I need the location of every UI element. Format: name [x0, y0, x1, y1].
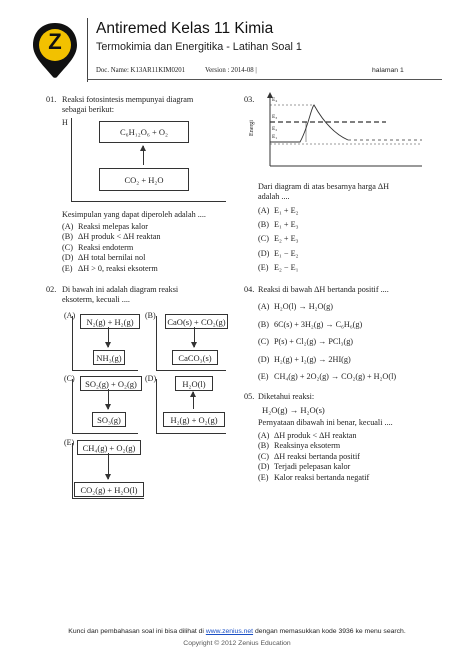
q02-diagram-a-x-axis — [72, 370, 138, 371]
q02-diagram-e-y-axis — [72, 443, 73, 498]
q01-arrow — [143, 146, 144, 165]
q02-diagram-a-bottom: NH₃(g) — [93, 350, 125, 365]
q02-diagram-b-label: (B) — [145, 311, 156, 320]
q03-text: Dari diagram di atas besarnya harga ΔH — [258, 182, 390, 191]
q02-diagram-a-top: N₂(g) + H₂(g) — [80, 314, 140, 329]
q02-number: 02. — [46, 285, 57, 294]
q04-option-d[interactable] — [258, 355, 351, 365]
q02-diagram-c-arrow — [108, 389, 109, 409]
q03-option-d[interactable] — [258, 249, 298, 259]
q01-x-axis — [71, 201, 226, 202]
q04-number: 04. — [244, 285, 255, 294]
q03-option-letter: (B) — [258, 220, 269, 230]
q04-option-letter: (A) — [258, 302, 270, 311]
q02-diagram-a-label: (A) — [64, 311, 76, 320]
q03-level-e1: E₁ — [272, 134, 278, 140]
q05-option-a[interactable] — [258, 431, 356, 441]
q03-option-text: E₂ − E₁ — [274, 262, 299, 272]
q02-diagram-c-top: SO₂(g) + O₂(g) — [80, 376, 142, 391]
q04-option-letter: (B) — [258, 319, 269, 329]
header-rule — [87, 79, 442, 80]
q02-diagram-e-arrow — [108, 453, 109, 479]
q01-option-a[interactable] — [62, 222, 148, 232]
q02-diagram-b-top: CaO(s) + CO₂(g) — [165, 314, 228, 329]
footer-copyright: Copyright © 2012 Zenius Education — [183, 640, 291, 647]
q05-option-d[interactable] — [258, 462, 350, 472]
q01-option-letter: (C) — [62, 242, 73, 252]
q02-diagram-e-x-axis — [72, 498, 144, 499]
q05-option-text: Reaksinya eksoterm — [274, 441, 341, 451]
q04-text: Reaksi di bawah ΔH bertanda positif .... — [258, 285, 389, 294]
q01-option-d[interactable] — [62, 253, 145, 263]
q02-diagram-e-top: CH₄(g) + O₂(g) — [77, 440, 141, 455]
q03-text-2: adalah .... — [258, 192, 290, 201]
q05-number: 05. — [244, 392, 255, 401]
q04-option-text: CH₄(g) + 2O₂(g) → CO₂(g) + H₂O(l) — [274, 372, 397, 381]
q02-diagram-c-y-axis — [72, 379, 73, 433]
q05-option-letter: (E) — [258, 472, 269, 482]
q01-text: Reaksi fotosintesis mempunyai diagram — [62, 95, 194, 104]
page-subtitle: Termokimia dan Energitika - Latihan Soal 1 — [96, 41, 302, 53]
q02-diagram-b-x-axis — [156, 370, 226, 371]
q04-option-e[interactable] — [258, 372, 396, 382]
q02-diagram-a-arrow — [108, 327, 109, 347]
q02-diagram-d-label: (D) — [145, 374, 157, 383]
q02-diagram-c-label: (C) — [64, 374, 75, 383]
q05-option-letter: (B) — [258, 441, 269, 451]
q03-option-text: E₁ + E₂ — [274, 206, 299, 215]
q05-option-letter: (D) — [258, 462, 270, 472]
q01-axis-label: H — [62, 118, 68, 127]
q04-option-letter: (D) — [258, 354, 270, 364]
q05-option-text: Terjadi pelepasan kalor — [274, 462, 351, 472]
q03-level-e2: E₂ — [272, 126, 278, 132]
q01-bottom-box: CO₂ + H₂O — [99, 168, 189, 191]
q01-number: 01. — [46, 95, 57, 104]
q03-option-text: E₁ − E₂ — [274, 248, 299, 258]
q05-option-text: Kalor reaksi bertanda negatif — [274, 472, 370, 482]
q02-text-2: eksoterm, kecuali .... — [62, 295, 130, 304]
q04-option-c[interactable] — [258, 337, 353, 347]
doc-name: Doc. Name: K13AR11KIM0201 — [96, 67, 186, 74]
footer-text-b: dengan memasukkan kode 3936 ke menu search. — [253, 628, 406, 635]
q05-option-c[interactable] — [258, 452, 360, 462]
q03-option-letter: (C) — [258, 234, 269, 244]
q05-option-letter: (A) — [258, 431, 270, 440]
q02-text: Di bawah ini adalah diagram reaksi — [62, 285, 179, 294]
q01-option-letter: (E) — [62, 263, 73, 273]
q05-option-text: ΔH reaksi bertanda positif — [274, 451, 360, 461]
q02-diagram-c-x-axis — [72, 433, 138, 434]
q03-option-text: E₁ + E₃ — [274, 220, 299, 230]
zenius-logo — [30, 20, 80, 80]
q02-diagram-d-arrow — [193, 392, 194, 409]
q01-y-axis — [71, 118, 72, 201]
page-title: Antiremed Kelas 11 Kimia — [96, 20, 274, 37]
q03-option-letter: (E) — [258, 262, 269, 272]
doc-version: Version : 2014-08 | — [205, 67, 257, 74]
footer-link[interactable]: www.zenius.net — [205, 628, 254, 635]
q03-option-a[interactable] — [258, 206, 298, 216]
q05-reaction: H₂O(g) → H₂O(s) — [262, 405, 325, 415]
q01-option-text: ΔH > 0, reaksi eksoterm — [78, 263, 158, 273]
q01-option-text: ΔH total bernilai nol — [78, 253, 146, 263]
q02-diagram-d-bottom: H₂(g) + O₂(g) — [163, 412, 225, 427]
q05-text: Diketahui reaksi: — [258, 392, 315, 401]
q05-option-b[interactable] — [258, 441, 340, 451]
logo-letter: Z — [48, 29, 62, 54]
q04-option-b[interactable] — [258, 320, 362, 330]
q01-option-text: Reaksi endoterm — [78, 242, 134, 252]
q05-option-letter: (C) — [258, 451, 269, 461]
q02-diagram-e-bottom: CO₂(g) + H₂O(l) — [74, 482, 144, 497]
q01-option-c[interactable] — [62, 243, 133, 253]
q03-option-text: E₂ + E₃ — [274, 234, 299, 244]
q02-diagram-c-bottom: SO₃(g) — [92, 412, 126, 427]
q01-text-2: sebagai berikut: — [62, 105, 115, 114]
footer-line — [0, 628, 474, 635]
q05-option-text: ΔH produk < ΔH reaktan — [274, 431, 357, 440]
q03-axis-label: Energi — [248, 120, 255, 136]
q02-diagram-b-arrow — [194, 327, 195, 347]
q04-option-a[interactable] — [258, 302, 333, 312]
q03-option-letter: (D) — [258, 248, 270, 258]
q03-level-e4: E₄ — [272, 97, 278, 103]
q04-option-letter: (E) — [258, 372, 269, 381]
q03-number: 03. — [244, 95, 255, 104]
q05-text-2: Pernyataan dibawah ini benar, kecuali .... — [258, 418, 393, 427]
q04-option-text: P(s) + Cl₂(g) → PCl₃(g) — [274, 337, 354, 346]
q02-diagram-d-top: H₂O(l) — [175, 376, 213, 391]
q01-option-letter: (A) — [62, 222, 74, 231]
q04-option-letter: (C) — [258, 337, 269, 346]
q01-option-letter: (D) — [62, 253, 74, 263]
q01-question: Kesimpulan yang dapat diperoleh adalah .... — [62, 210, 206, 219]
q03-option-c[interactable] — [258, 234, 298, 244]
q04-option-text: H₂(g) + I₂(g) → 2HI(g) — [274, 354, 351, 364]
q05-option-e[interactable] — [258, 473, 369, 483]
q01-top-box: C₆H₁₂O₆ + O₂ — [99, 121, 189, 143]
q02-diagram-d-x-axis — [156, 433, 226, 434]
q01-option-b[interactable] — [62, 232, 160, 242]
q02-diagram-d-y-axis — [156, 379, 157, 433]
q01-option-text: ΔH produk < ΔH reaktan — [78, 232, 161, 242]
q01-option-e[interactable] — [62, 264, 158, 274]
page-number: halaman 1 — [372, 67, 404, 74]
header-divider — [87, 18, 88, 82]
q03-option-e[interactable] — [258, 263, 298, 273]
q01-option-text: Reaksi melepas kalor — [78, 222, 149, 231]
footer-text-a: Kunci dan pembahasan soal ini bisa dilihat di — [68, 628, 206, 635]
q02-diagram-b-bottom: CaCO₃(s) — [172, 350, 218, 365]
q02-diagram-e-label: (E) — [64, 438, 75, 447]
q04-option-text: 6C(s) + 3H₂(g) → C₆H₆(g) — [274, 319, 363, 329]
q02-diagram-a-y-axis — [72, 316, 73, 370]
q03-level-e3: E₃ — [272, 114, 278, 120]
q01-option-letter: (B) — [62, 232, 73, 242]
q04-option-text: H₂O(l) → H₂O(g) — [274, 302, 333, 311]
q03-option-b[interactable] — [258, 220, 298, 230]
q02-diagram-b-y-axis — [156, 316, 157, 370]
q03-option-letter: (A) — [258, 206, 270, 215]
